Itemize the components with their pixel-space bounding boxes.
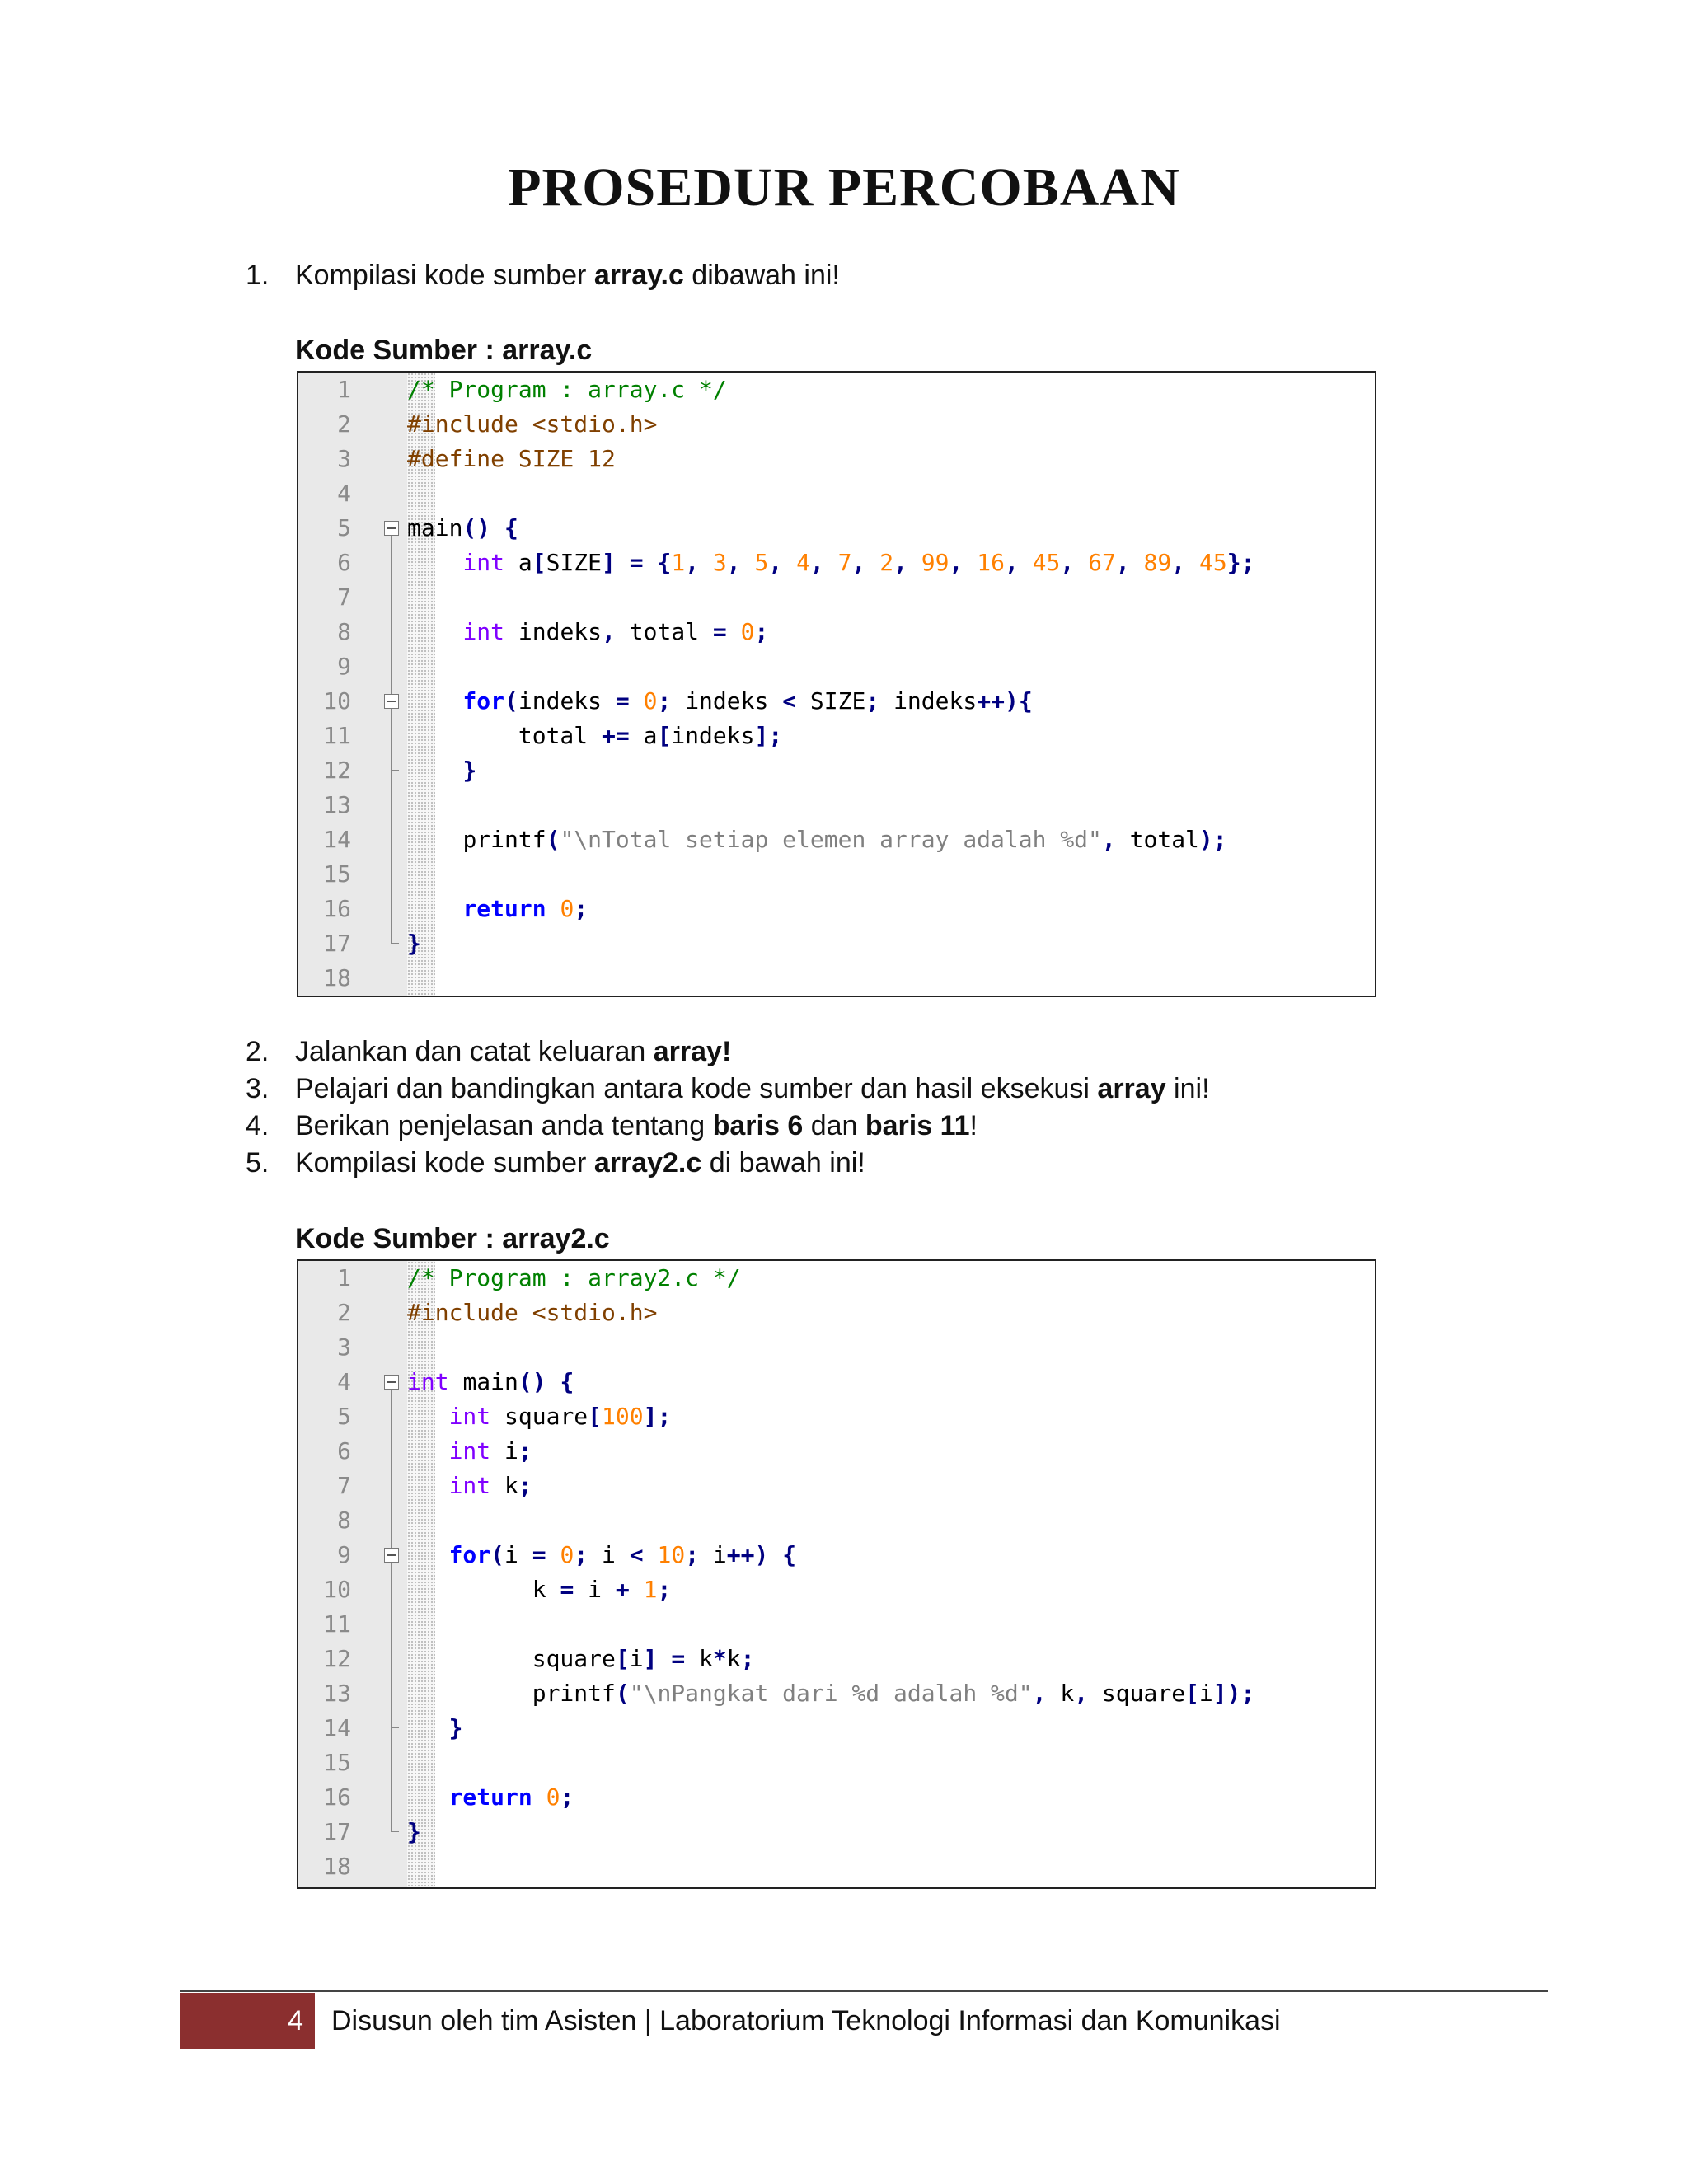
code-line	[298, 823, 1375, 857]
code-text: #include <stdio.h>	[407, 410, 658, 438]
line-number: 7	[337, 1472, 351, 1499]
code-text: for(indeks = 0; indeks < SIZE; indeks++){	[462, 687, 1033, 715]
code-text: #include <stdio.h>	[407, 1299, 658, 1326]
step-text-bold: baris 6	[712, 1110, 804, 1141]
line-number: 6	[337, 549, 351, 576]
code-text: }	[407, 930, 421, 957]
code-line	[298, 407, 1375, 442]
line-number: 10	[323, 1576, 351, 1603]
fold-toggle-icon[interactable]	[384, 1375, 399, 1390]
footer-text: Disusun oleh tim Asisten | Laboratorium Teknologi Informasi dan Komunikasi	[331, 2005, 1281, 2036]
step-text	[295, 1071, 1210, 1107]
page-title: PROSEDUR PERCOBAAN	[508, 157, 1180, 218]
code-line	[298, 1642, 1375, 1676]
step-text	[295, 1145, 865, 1181]
line-number: 16	[323, 895, 351, 922]
code-text: printf("\nTotal setiap elemen array adalah %d", total);	[462, 826, 1227, 853]
code-line	[298, 1296, 1375, 1330]
code-caption-1: Kode Sumber : array.c	[295, 335, 593, 366]
line-number: 5	[337, 514, 351, 541]
fold-toggle-icon[interactable]	[384, 1548, 399, 1563]
line-number: 17	[323, 1818, 351, 1845]
code-line	[298, 961, 1375, 996]
code-text: /* Program : array.c */	[407, 376, 727, 403]
code-text: return 0;	[448, 1783, 574, 1811]
line-number: 3	[337, 445, 351, 472]
code-text: #define SIZE 12	[407, 445, 616, 472]
line-number: 3	[337, 1333, 351, 1361]
code-text: printf("\nPangkat dari %d adalah %d", k, square[i]);	[532, 1680, 1255, 1707]
line-number: 9	[337, 653, 351, 680]
fold-toggle-icon[interactable]	[384, 694, 399, 709]
code-line	[298, 1503, 1375, 1538]
footer-rule	[180, 1990, 1548, 1992]
step-text-part: ini!	[1165, 1073, 1210, 1104]
code-line	[298, 857, 1375, 892]
code-line	[298, 892, 1375, 926]
step-number: 2.	[246, 1036, 270, 1067]
code-line	[298, 1572, 1375, 1607]
code-text: int main() {	[407, 1368, 574, 1395]
fold-end-tick	[391, 770, 399, 771]
fold-guide	[391, 709, 392, 770]
line-number: 14	[323, 1714, 351, 1741]
code-line	[298, 719, 1375, 753]
line-number: 9	[337, 1541, 351, 1568]
step-text-part: di bawah ini!	[701, 1147, 865, 1179]
fold-guide	[391, 1563, 392, 1727]
step-text	[295, 1033, 731, 1070]
code-line	[298, 788, 1375, 823]
step-text-part: !	[969, 1110, 978, 1141]
step-number: 1.	[246, 260, 270, 291]
code-text: int i;	[448, 1437, 532, 1465]
code-line	[298, 615, 1375, 649]
line-number: 8	[337, 618, 351, 645]
code-line	[298, 1607, 1375, 1642]
code-line	[298, 511, 1375, 546]
fold-end-tick	[391, 1727, 399, 1728]
code-text: int k;	[448, 1472, 532, 1499]
code-line	[298, 1365, 1375, 1399]
code-caption-2: Kode Sumber : array2.c	[295, 1223, 610, 1254]
code-text: /* Program : array2.c */	[407, 1264, 741, 1291]
line-number: 1	[337, 376, 351, 403]
fold-end-tick	[391, 1831, 399, 1832]
code-line	[298, 1330, 1375, 1365]
step-text-part: dibawah ini!	[683, 260, 840, 291]
fold-end-tick	[391, 943, 399, 944]
code-text: return 0;	[462, 895, 588, 922]
code-text: total += a[indeks];	[518, 722, 783, 749]
step-text-bold: array	[1097, 1073, 1166, 1104]
line-number: 18	[323, 964, 351, 991]
step-text-part: Pelajari dan bandingkan antara kode sumber dan hasil eksekusi	[295, 1073, 1098, 1104]
code-line	[298, 1434, 1375, 1469]
step-text-bold: array.c	[593, 260, 684, 291]
code-line	[298, 1849, 1375, 1884]
step-text	[295, 1108, 978, 1144]
line-number: 12	[323, 1645, 351, 1672]
step-text-part: Kompilasi kode sumber	[295, 260, 594, 291]
line-number: 15	[323, 860, 351, 888]
line-number: 11	[323, 722, 351, 749]
code-text: }	[448, 1714, 463, 1741]
step-number: 4.	[246, 1110, 270, 1141]
step-text-part: dan	[803, 1110, 865, 1141]
code-block-array2-c	[297, 1259, 1376, 1889]
code-line	[298, 373, 1375, 407]
code-text: for(i = 0; i < 10; i++) {	[448, 1541, 797, 1568]
code-text: int a[SIZE] = {1, 3, 5, 4, 7, 2, 99, 16, 45, 67, 89, 45};	[462, 549, 1255, 576]
code-line	[298, 753, 1375, 788]
step-text-part: Kompilasi kode sumber	[295, 1147, 594, 1179]
page-number: 4	[288, 2005, 303, 2036]
line-number: 6	[337, 1437, 351, 1465]
code-line	[298, 476, 1375, 511]
code-line	[298, 1815, 1375, 1849]
line-number: 4	[337, 1368, 351, 1395]
step-text-bold: baris 11	[865, 1110, 970, 1141]
line-number: 18	[323, 1853, 351, 1880]
code-line	[298, 926, 1375, 961]
code-text: }	[462, 757, 477, 784]
code-line	[298, 649, 1375, 684]
code-line	[298, 1711, 1375, 1746]
line-number: 12	[323, 757, 351, 784]
line-number: 11	[323, 1610, 351, 1638]
code-line	[298, 546, 1375, 580]
fold-toggle-icon[interactable]	[384, 521, 399, 536]
line-number: 8	[337, 1507, 351, 1534]
line-number: 10	[323, 687, 351, 715]
step-number: 3.	[246, 1073, 270, 1104]
code-line	[298, 1469, 1375, 1503]
line-number: 7	[337, 583, 351, 611]
code-line	[298, 1676, 1375, 1711]
line-number: 1	[337, 1264, 351, 1291]
code-text: k = i + 1;	[532, 1576, 672, 1603]
code-line	[298, 684, 1375, 719]
step-text-bold: array!	[653, 1036, 732, 1067]
line-number: 15	[323, 1749, 351, 1776]
step-text-part: Berikan penjelasan anda tentang	[295, 1110, 713, 1141]
code-text: main() {	[407, 514, 518, 541]
line-number: 2	[337, 410, 351, 438]
code-block-array-c	[297, 371, 1376, 997]
step-text-part: Jalankan dan catat keluaran	[295, 1036, 654, 1067]
code-text: int square[100];	[448, 1403, 672, 1430]
code-line	[298, 1780, 1375, 1815]
code-line	[298, 580, 1375, 615]
line-number: 14	[323, 826, 351, 853]
step-number: 5.	[246, 1147, 270, 1179]
code-line	[298, 442, 1375, 476]
step-text-bold: array2.c	[593, 1147, 702, 1179]
line-number: 4	[337, 480, 351, 507]
code-line	[298, 1261, 1375, 1296]
code-text: }	[407, 1818, 421, 1845]
line-number: 5	[337, 1403, 351, 1430]
code-text: int indeks, total = 0;	[462, 618, 769, 645]
line-number: 16	[323, 1783, 351, 1811]
line-number: 13	[323, 1680, 351, 1707]
code-line	[298, 1746, 1375, 1780]
step-text	[295, 257, 840, 293]
code-line	[298, 1399, 1375, 1434]
line-number: 17	[323, 930, 351, 957]
line-number: 13	[323, 791, 351, 818]
code-text: square[i] = k*k;	[532, 1645, 755, 1672]
code-line	[298, 1538, 1375, 1572]
line-number: 2	[337, 1299, 351, 1326]
